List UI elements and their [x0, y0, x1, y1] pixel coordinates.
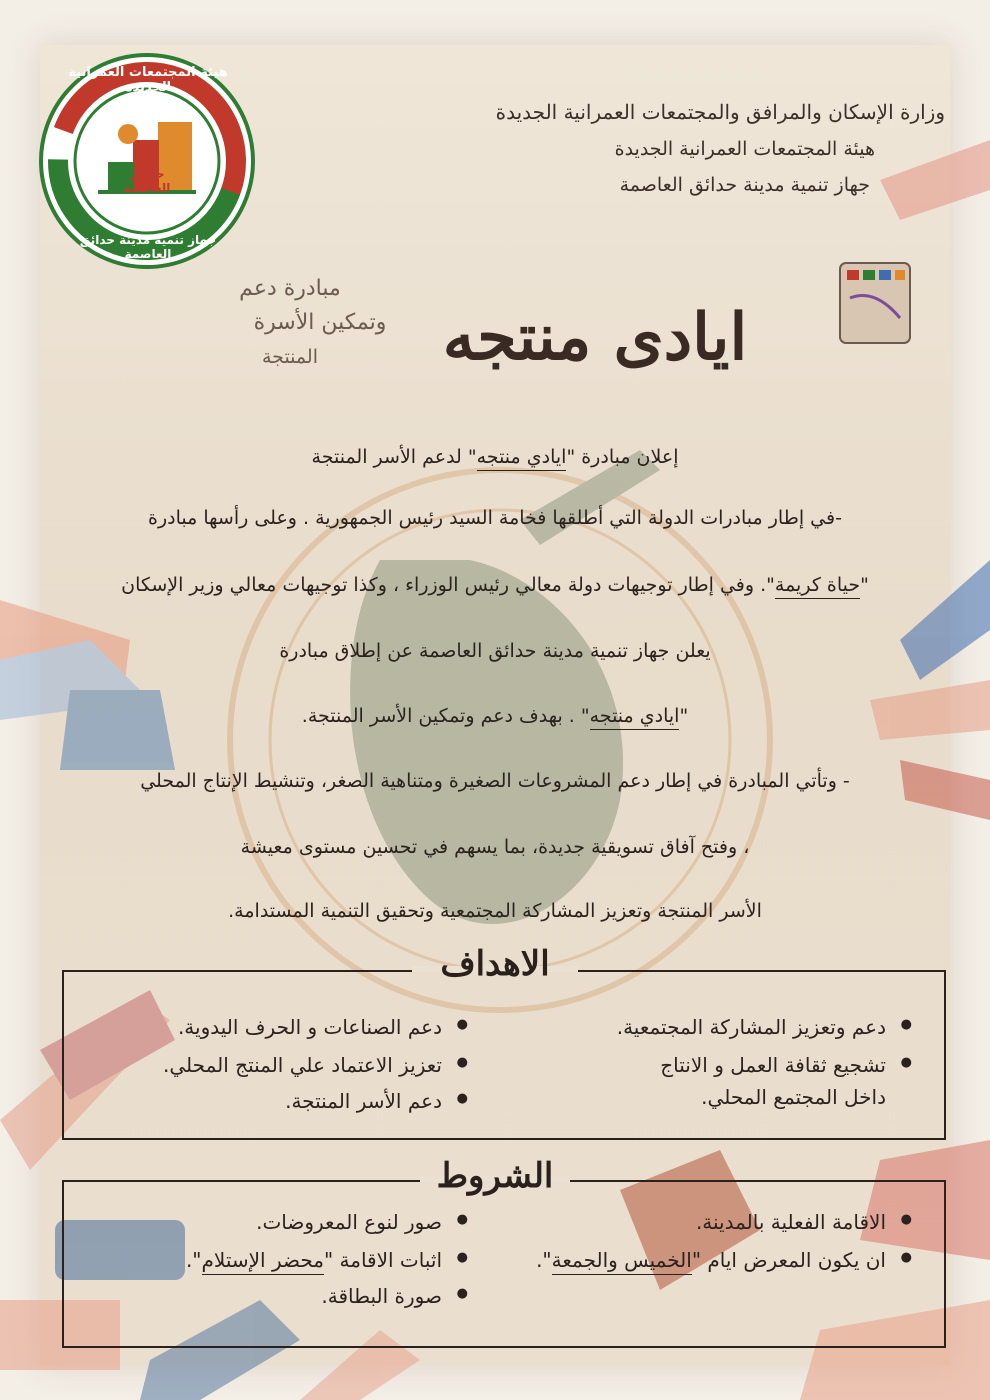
logo-inner-text: حدائق العاصمة — [123, 167, 171, 195]
condition2-highlight: الخميس والجمعة — [552, 1248, 692, 1275]
condition-item: ● الاقامة الفعلية بالمدينة. — [536, 1210, 912, 1234]
announcement-line-8: الأسر المنتجة وتعزيز المشاركة المجتمعية وتحقيق التنمية المستدامة. — [228, 900, 762, 922]
initiative-title: ايادى منتجه — [442, 300, 748, 375]
announcement-line-2: -في إطار مبادرات الدولة التي أطلقها فخامة السيد رئيس الجمهورية . وعلى رأسها مبادرة — [148, 507, 842, 529]
line1-part-a: إعلان مبادرة " — [566, 446, 679, 468]
subtitle-line-1: مبادرة دعم — [239, 276, 341, 301]
line1-highlight: ايادي منتجه — [477, 446, 567, 471]
line3-part-a: " — [860, 574, 869, 596]
goals-right-column — [617, 1015, 912, 1109]
goals-heading: الاهداف — [440, 944, 550, 984]
goal-item: ● تشجيع ثقافة العمل و الانتاج — [617, 1053, 912, 1077]
announcement-line-5 — [40, 705, 950, 727]
conditions-left-column — [186, 1210, 468, 1308]
conditions-heading: الشروط — [436, 1156, 554, 1196]
announcement-line-7: ، وفتح آفاق تسويقية جديدة، بما يسهم في تحسين مستوى معيشة — [240, 836, 750, 858]
goals-left-column — [163, 1015, 468, 1113]
condition-item: ● صور لنوع المعروضات. — [186, 1210, 468, 1234]
center-watermark-icon — [230, 450, 770, 1010]
goal-item: ● دعم الأسر المنتجة. — [163, 1089, 468, 1113]
condition2-part-c: ". — [536, 1248, 552, 1272]
condition-left2-part-c: ". — [185, 1248, 202, 1272]
ministry-line-1: وزارة الإسكان والمرافق والمجتمعات العمرانية الجديدة — [495, 100, 945, 124]
line3-highlight: حياة كريمة — [775, 574, 860, 599]
ministry-line-2: هيئة المجتمعات العمرانية الجديدة — [614, 138, 875, 160]
line5-highlight: ايادي منتجه — [590, 705, 680, 730]
condition-left2-highlight: محضر الإستلام — [202, 1248, 324, 1275]
goal-item: ● دعم وتعزيز المشاركة المجتمعية. — [617, 1015, 912, 1039]
logo-ring-text-bottom: جهاز تنمية مدينة حدائق العاصمة — [79, 233, 217, 261]
conditions-right-column — [536, 1210, 912, 1272]
paint-palette-icon — [835, 258, 915, 348]
ministry-header — [425, 100, 945, 196]
subtitle-line-3: المنتجة — [262, 346, 318, 368]
announcement-line-4: يعلن جهاز تنمية مدينة حدائق العاصمة عن إطلاق مبادرة — [279, 640, 711, 662]
subtitle-line-2: وتمكين الأسرة — [253, 310, 387, 335]
line5-part-c: " . بهدف دعم وتمكين الأسر المنتجة. — [301, 705, 590, 727]
line1-part-c: " لدعم الأسر المنتجة — [311, 446, 477, 468]
ministry-line-3: جهاز تنمية مدينة حدائق العاصمة — [619, 174, 870, 196]
announcement-line-3 — [40, 574, 950, 596]
logo-ring-text: هيئة المجتمعات العمرانية الجديدة — [68, 65, 228, 95]
condition-item — [536, 1248, 912, 1272]
goal-item: ● دعم الصناعات و الحرف اليدوية. — [163, 1015, 468, 1039]
condition-left2-part-a: اثبات الاقامة " — [323, 1248, 442, 1272]
line3-part-c: ". وفي إطار توجيهات دولة معالي رئيس الوزراء ، وكذا توجيهات معالي وزير الإسكان — [121, 574, 775, 596]
condition-item: ● صورة البطاقة. — [186, 1284, 468, 1308]
goal-item: ● تعزيز الاعتماد علي المنتج المحلي. — [163, 1053, 468, 1077]
condition2-part-a: ان يكون المعرض ايام " — [691, 1248, 886, 1272]
announcement-line-6: - وتأتي المبادرة في إطار دعم المشروعات الصغيرة ومتناهية الصغر، وتنشيط الإنتاج المحلي — [140, 770, 850, 792]
line5-part-a: " — [679, 705, 689, 727]
condition-item — [186, 1248, 468, 1272]
announcement-line-1 — [40, 446, 950, 468]
goal-item-continued: داخل المجتمع المحلي. — [701, 1085, 886, 1109]
